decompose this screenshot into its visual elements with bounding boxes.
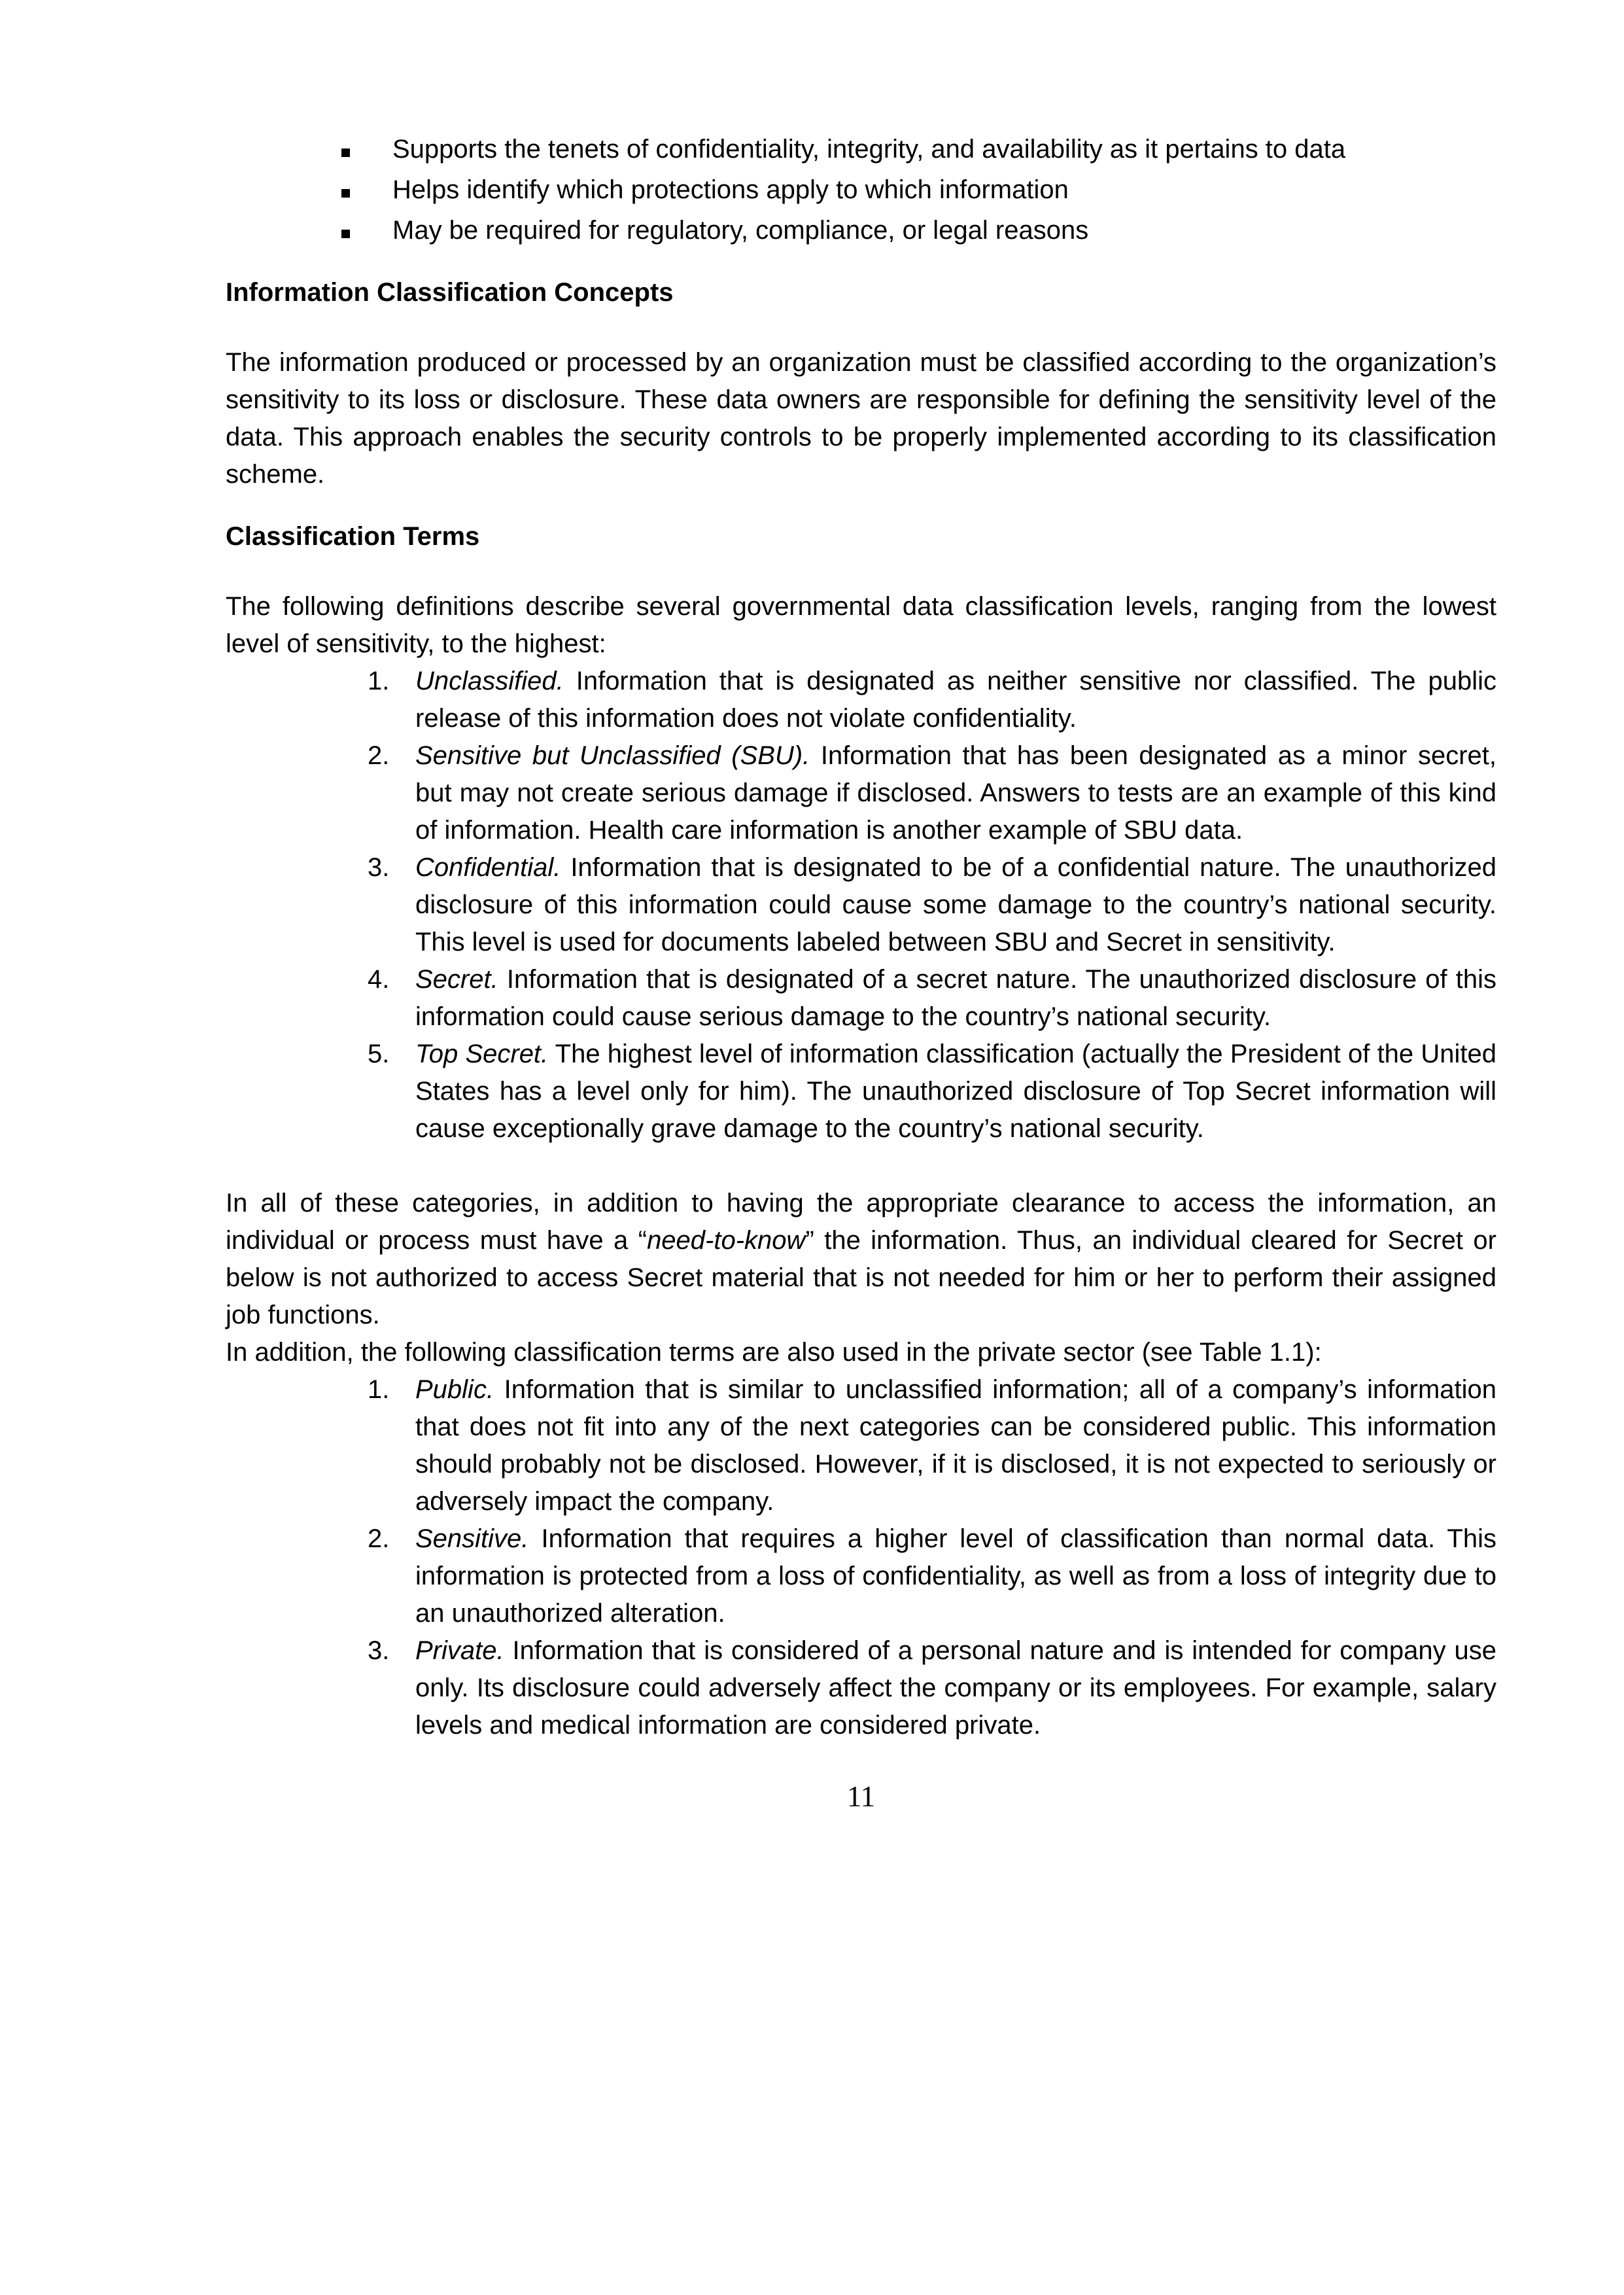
item-number: 1. <box>368 1375 390 1404</box>
need-to-know-italic: need-to-know <box>647 1226 806 1255</box>
item-number: 3. <box>368 853 390 882</box>
numbered-item <box>226 1520 1496 1632</box>
item-text: Information that is designated as neither sensitive nor classified. The public release of this information does not violate confidentiality. <box>415 667 1496 733</box>
item-number: 5. <box>368 1040 390 1068</box>
item-body <box>415 1036 1496 1148</box>
square-bullet-icon <box>341 230 350 238</box>
terms-intro-paragraph: The following definitions describe several governmental data classification levels, ranging from the lowest level of sensitivity, to the highest: <box>226 592 1496 658</box>
item-body <box>415 849 1496 961</box>
item-body <box>415 663 1496 737</box>
item-text: Information that is considered of a personal nature and is intended for company use only. Its disclosure could adversely affect the company or its employees. For example, salary levels and medical information are considered private. <box>415 1636 1496 1740</box>
item-number: 3. <box>368 1636 390 1665</box>
bullet-item-text: May be required for regulatory, compliance, or legal reasons <box>392 216 1089 245</box>
item-text: Information that is designated of a secret nature. The unauthorized disclosure of this information could cause serious damage to the country’s national security. <box>415 965 1496 1031</box>
numbered-item <box>226 961 1496 1036</box>
item-term: Public. <box>415 1375 494 1404</box>
item-term: Private. <box>415 1636 504 1665</box>
numbered-item <box>226 849 1496 961</box>
square-bullet-icon <box>341 189 350 198</box>
section-heading-concepts: Information Classification Concepts <box>226 278 674 307</box>
clearance-text-after: ” the information. Thus, an individual cleared for Secret or below is not authorized to access Secret material that is not needed for him or her to perform their assigned job functions. <box>226 1226 1496 1329</box>
item-text: Information that requires a higher level of classification than normal data. This information is protected from a loss of confidentiality, as well as from a loss of integrity due to an unauthorized alteration. <box>415 1524 1496 1628</box>
numbered-item <box>226 1632 1496 1744</box>
clearance-paragraph <box>226 1185 1496 1334</box>
item-term: Sensitive. <box>415 1524 529 1553</box>
private-sector-intro: In addition, the following classification terms are also used in the private sector (see Table 1.1): <box>226 1338 1322 1367</box>
concepts-paragraph: The information produced or processed by an organization must be classified according to the organization’s sensitivity to its loss or disclosure. These data owners are responsible for defining the sensitivity level of the data. This approach enables the security controls to be properly implemented according to its classification scheme. <box>226 348 1496 489</box>
page-content <box>226 131 1496 1815</box>
item-text: Information that is similar to unclassified information; all of a company’s information that does not fit into any of the next categories can be considered public. This information should probably not be disclosed. However, if it is disclosed, it is not expected to seriously or adversely impact the company. <box>415 1375 1496 1516</box>
bullet-item <box>226 131 1496 168</box>
item-text: Information that is designated to be of a confidential nature. The unauthorized disclosure of this information could cause some damage to the country’s national security. This level is used for documents labeled between SBU and Secret in sensitivity. <box>415 853 1496 956</box>
section-heading-terms: Classification Terms <box>226 522 480 551</box>
item-term: Top Secret. <box>415 1040 549 1068</box>
item-body <box>415 1371 1496 1520</box>
item-number: 2. <box>368 741 390 770</box>
page-number: 11 <box>846 1780 876 1813</box>
intro-bullet-list <box>226 131 1496 249</box>
item-term: Unclassified. <box>415 667 564 695</box>
government-classification-list <box>226 663 1496 1148</box>
square-bullet-icon <box>341 149 350 157</box>
bullet-item <box>226 212 1496 249</box>
numbered-item <box>226 737 1496 849</box>
private-classification-list <box>226 1371 1496 1744</box>
item-body <box>415 961 1496 1036</box>
numbered-item <box>226 1036 1496 1148</box>
item-term: Secret. <box>415 965 498 994</box>
item-body <box>415 1520 1496 1632</box>
item-number: 2. <box>368 1524 390 1553</box>
item-term: Sensitive but Unclassified (SBU). <box>415 741 810 770</box>
item-text: Information that has been designated as a minor secret, but may not create serious damage if disclosed. Answers to tests are an example of this kind of information. Health care information is another example of SBU data. <box>415 741 1496 845</box>
numbered-item <box>226 663 1496 737</box>
item-number: 4. <box>368 965 390 994</box>
bullet-item-text: Helps identify which protections apply to which information <box>392 175 1069 204</box>
item-number: 1. <box>368 667 390 695</box>
clearance-text-before: In all of these categories, in addition to having the appropriate clearance to access the information, an individual or process must have a “ <box>226 1189 1496 1255</box>
bullet-item-text: Supports the tenets of confidentiality, integrity, and availability as it pertains to data <box>392 135 1346 164</box>
item-term: Confidential. <box>415 853 561 882</box>
bullet-item <box>226 171 1496 209</box>
item-text: The highest level of information classification (actually the President of the United States has a level only for him). The unauthorized disclosure of Top Secret information will cause exceptionally grave damage to the country’s national security. <box>415 1040 1496 1143</box>
numbered-item <box>226 1371 1496 1520</box>
item-body <box>415 737 1496 849</box>
item-body <box>415 1632 1496 1744</box>
